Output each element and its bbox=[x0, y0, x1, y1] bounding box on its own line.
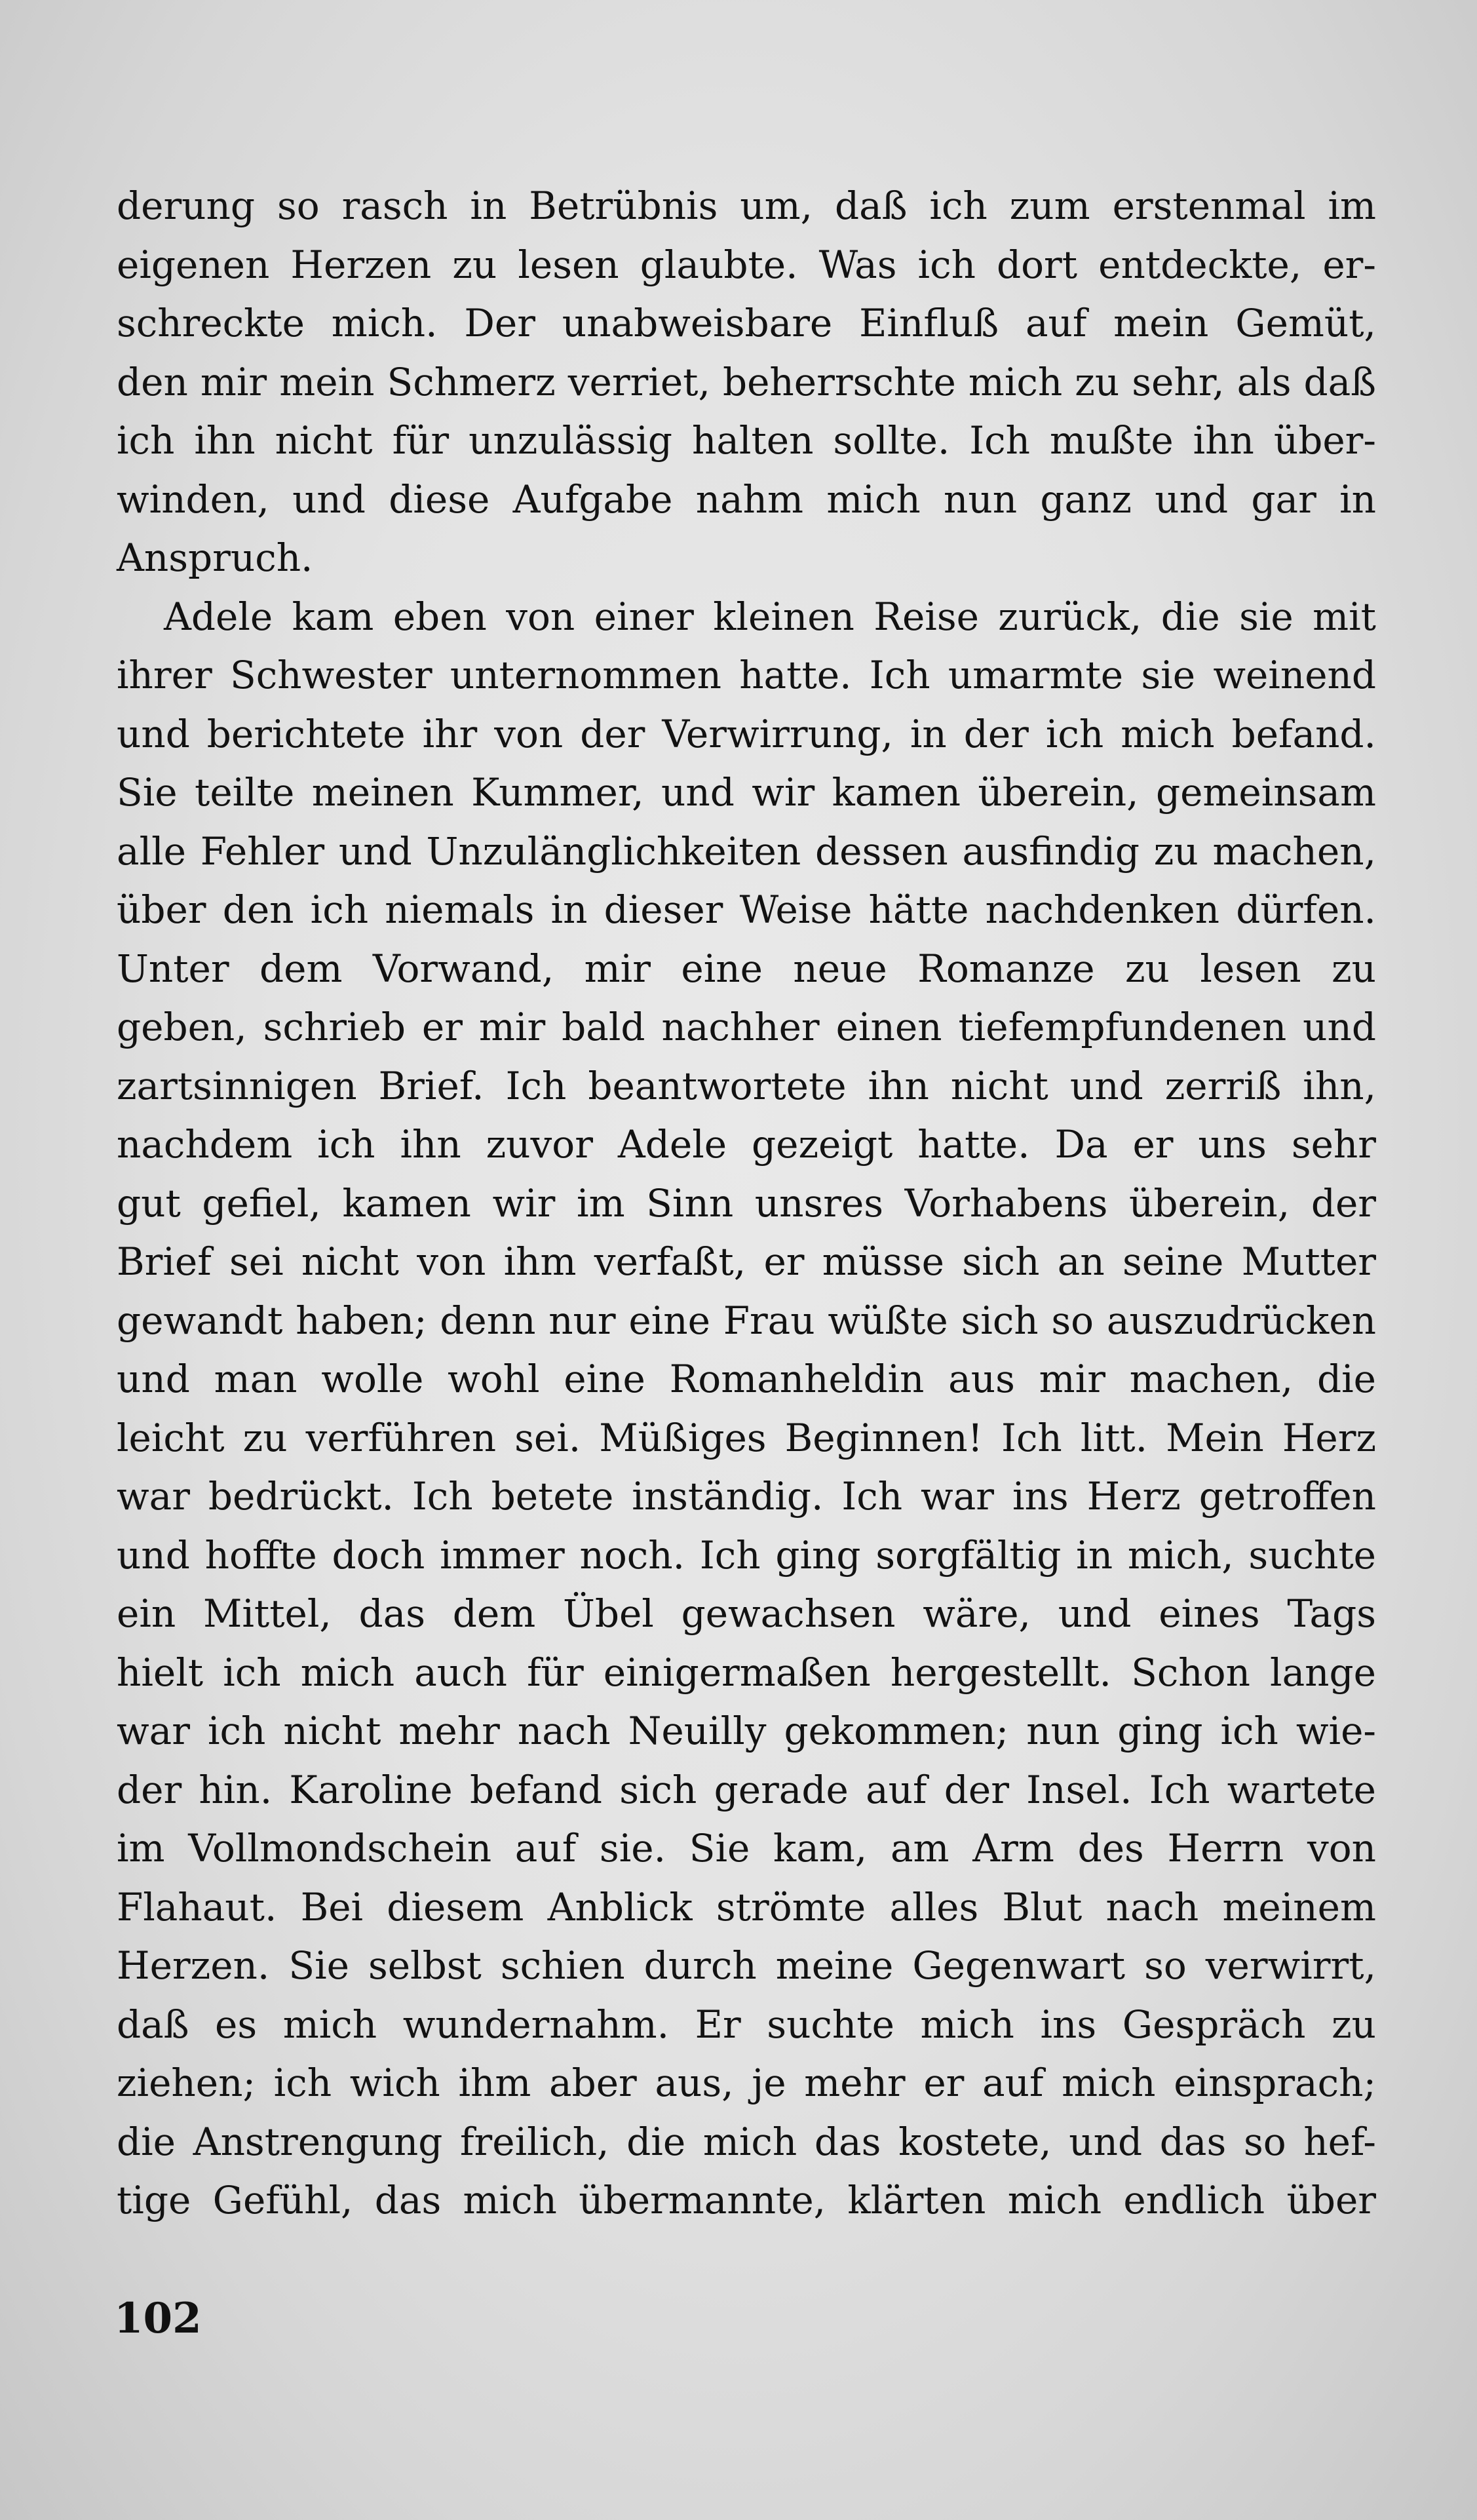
text-line: leicht zu verführen sei. Müßiges Beginnen! Ich litt. Mein Herz bbox=[117, 1415, 1376, 1460]
text-line: über den ich niemals in dieser Weise hätte nachdenken dürfen. bbox=[117, 887, 1376, 932]
text-line: war ich nicht mehr nach Neuilly gekommen; nun ging ich wie- bbox=[117, 1709, 1376, 1753]
text-line: Anspruch. bbox=[117, 535, 313, 580]
text-line: schreckte mich. Der unabweisbare Einfluß auf mein Gemüt, bbox=[117, 301, 1376, 345]
text-line: ich ihn nicht für unzulässig halten sollte. Ich mußte ihn über- bbox=[117, 418, 1376, 463]
text-line: tige Gefühl, das mich übermannte, klärten mich endlich über bbox=[117, 2178, 1376, 2222]
text-line: daß es mich wundernahm. Er suchte mich ins Gespräch zu bbox=[117, 2002, 1376, 2047]
text-line: war bedrückt. Ich betete inständig. Ich war ins Herz getroffen bbox=[117, 1474, 1376, 1519]
text-line: derung so rasch in Betrübnis um, daß ich zum erstenmal im bbox=[117, 184, 1376, 228]
text-line: ein Mittel, das dem Übel gewachsen wäre, und eines Tags bbox=[117, 1591, 1376, 1636]
text-line: im Vollmondschein auf sie. Sie kam, am Arm des Herrn von bbox=[117, 1826, 1376, 1871]
text-line: und berichtete ihr von der Verwirrung, in der ich mich befand. bbox=[117, 711, 1376, 756]
text-line: den mir mein Schmerz verriet, beherrschte mich zu sehr, als daß bbox=[117, 359, 1376, 404]
text-line: gut gefiel, kamen wir im Sinn unsres Vorhabens überein, der bbox=[117, 1180, 1376, 1226]
text-line: und man wolle wohl eine Romanheldin aus mir machen, die bbox=[117, 1357, 1376, 1401]
text-line: eigenen Herzen zu lesen glaubte. Was ich dort entdeckte, er- bbox=[117, 242, 1376, 287]
text-line: ziehen; ich wich ihm aber aus, je mehr er auf mich einsprach; bbox=[117, 2061, 1376, 2105]
text-line: winden, und diese Aufgabe nahm mich nun ganz und gar in bbox=[117, 476, 1376, 522]
text-line: geben, schrieb er mir bald nachher einen tiefempfundenen und bbox=[117, 1005, 1376, 1049]
text-line: der hin. Karoline befand sich gerade auf der Insel. Ich wartete bbox=[117, 1767, 1376, 1812]
text-line: zartsinnigen Brief. Ich beantwortete ihn nicht und zerriß ihn, bbox=[117, 1063, 1376, 1108]
text-line: Adele kam eben von einer kleinen Reise zurück, die sie mit bbox=[164, 594, 1376, 639]
text-line: Unter dem Vorwand, mir eine neue Romanze zu lesen zu bbox=[117, 946, 1376, 991]
text-line: und hoffte doch immer noch. Ich ging sorgfältig in mich, suchte bbox=[117, 1532, 1376, 1578]
text-line: gewandt haben; denn nur eine Frau wüßte sich so auszudrücken bbox=[117, 1298, 1376, 1343]
text-line: alle Fehler und Unzulänglichkeiten dessen ausfindig zu machen, bbox=[117, 828, 1376, 874]
text-line: Herzen. Sie selbst schien durch meine Gegenwart so verwirrt, bbox=[117, 1943, 1376, 1988]
text-line: ihrer Schwester unternommen hatte. Ich umarmte sie weinend bbox=[117, 653, 1376, 697]
text-line: die Anstrengung freilich, die mich das kostete, und das so hef- bbox=[117, 2119, 1376, 2164]
page-number: 102 bbox=[114, 2294, 202, 2343]
text-line: Sie teilte meinen Kummer, und wir kamen überein, gemeinsam bbox=[117, 770, 1376, 815]
body-text bbox=[117, 177, 1376, 2230]
text-line: nachdem ich ihn zuvor Adele gezeigt hatte. Da er uns sehr bbox=[117, 1122, 1376, 1167]
text-line: Flahaut. Bei diesem Anblick strömte alles Blut nach meinem bbox=[117, 1884, 1376, 1929]
text-line: hielt ich mich auch für einigermaßen hergestellt. Schon lange bbox=[117, 1650, 1376, 1695]
text-line: Brief sei nicht von ihm verfaßt, er müsse sich an seine Mutter bbox=[117, 1239, 1376, 1284]
